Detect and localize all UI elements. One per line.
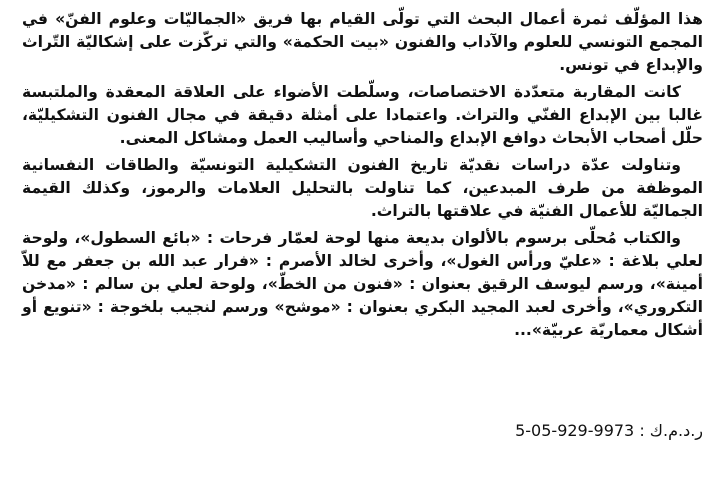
isbn-line: ر.د.م.ك : 9973-929-05-5: [515, 421, 703, 440]
paragraph-illustrations: والكتاب مُحلّى برسوم بالألوان بديعة منها لوحة لعمّار فرحات : «بائع السطول»، ولوحة لعلي بلاغة : «عليّ ورأس الغول»، وأخرى لخالد الأصرم : «فرار عبد الله بن جعفر مع للاّ أمينة»، ورسم ليوسف الرقيق بعنوان : «فنون من الخطّ»، ولوحة لعلي بن سالم : «مدخن التكروري»، وأخرى لعبد المجيد البكري بعنوان : «موشح» ورسم لنجيب بلخوجة : «تنويع أو أشكال معماريّة عربيّة»...: [22, 229, 703, 339]
paragraph-approach: كانت المقاربة متعدّدة الاختصاصات، وسلّطت الأضواء على العلاقة المعقدة والملتبسة غالبا بين الإبداع الفنّي والتراث. واعتمادا على أمثلة دقيقة في مجال الفنون التشكيليّة، حلّل أصحاب الأبحاث دوافع الإبداع والمناحي وأساليب العمل ومشاكل المعنى.: [22, 83, 703, 147]
book-back-cover-text: [22, 8, 703, 484]
paragraph-studies: وتناولت عدّة دراسات نقديّة تاريخ الفنون التشكيلية التونسيّة والطاقات النفسانية الموظفة من طرف المبدعين، كما تناولت بالتحليل العلامات والرموز، وكذلك القيمة الجماليّة للأعمال الفنيّة في علاقتها بالتراث.: [22, 156, 703, 220]
paragraph-intro: هذا المؤلّف ثمرة أعمال البحث التي تولّى القيام بها فريق «الجماليّات وعلوم الفنّ» في المجمع التونسي للعلوم والآداب والفنون «بيت الحكمة» والتي تركّزت على إشكاليّة التّراث والإبداع في تونس.: [22, 10, 703, 74]
